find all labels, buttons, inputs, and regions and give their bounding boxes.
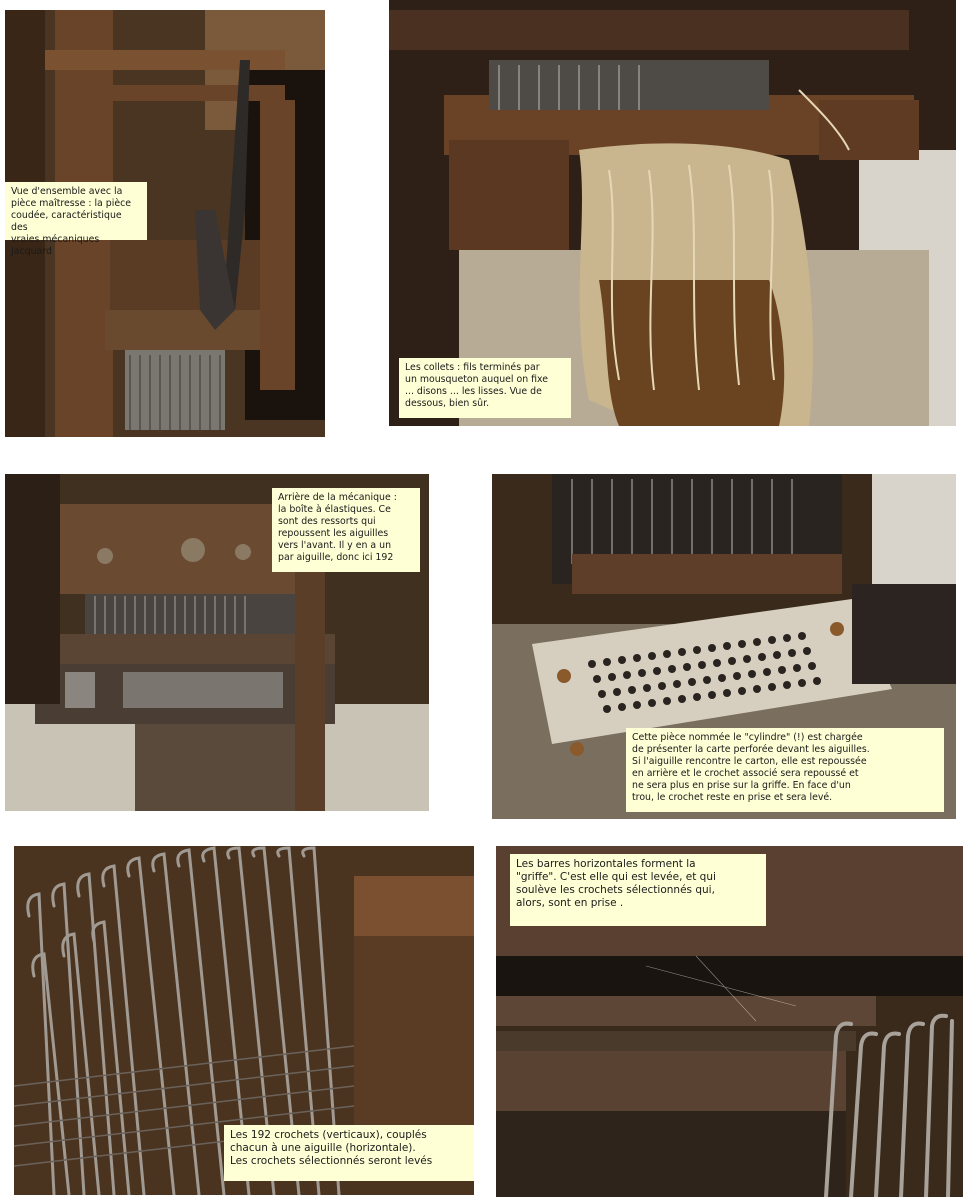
caption-collets: Les collets : fils terminés par un mousqueton auquel on fixe ... disons ... les lisses. Vue de dessous, bien sûr. [399,358,571,418]
photo-hooks [14,846,474,1195]
photo-overview [5,10,325,437]
caption-hooks: Les 192 crochets (verticaux), couplés chacun à une aiguille (horizontale). Les crochets sélectionnés seront levés [224,1125,474,1181]
caption-griffe: Les barres horizontales forment la "griffe". C'est elle qui est levée, et qui soulève les crochets sélectionnés qui, alors, sont en prise . [510,854,766,926]
photo-cylinder [492,474,956,819]
caption-back-mechanism: Arrière de la mécanique : la boîte à élastiques. Ce sont des ressorts qui repoussent les aiguilles vers l'avant. Il y en a un par aiguille, donc ici 192 [272,488,420,572]
photo-griffe [496,846,963,1197]
caption-overview: Vue d'ensemble avec la pièce maîtresse : la pièce coudée, caractéristique des vraies mécaniques Jacquard [5,182,147,240]
photo-back-mechanism [5,474,429,811]
photo-collets [389,0,956,426]
caption-cylinder: Cette pièce nommée le "cylindre" (!) est chargée de présenter la carte perforée devant les aiguilles. Si l'aiguille rencontre le carton, elle est repoussée en arrière et le crochet associé sera repoussé et ne sera plus en prise sur la griffe. En face d'un trou, le crochet reste en prise et sera levé. [626,728,944,812]
